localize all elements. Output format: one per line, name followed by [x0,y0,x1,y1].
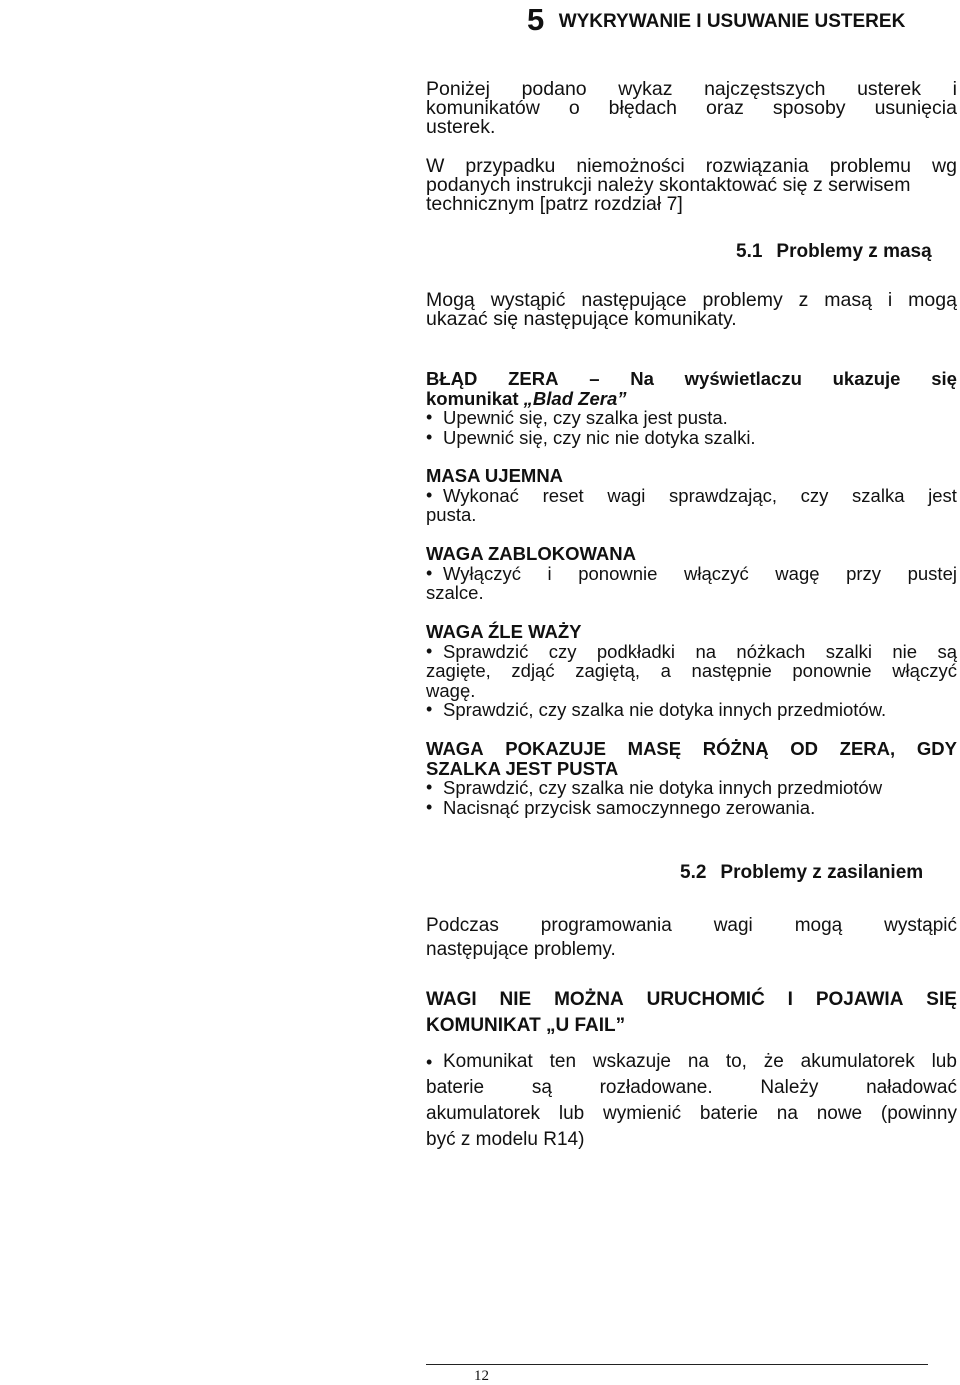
word: – [589,368,600,389]
word: URUCHOMIĆ [646,989,765,1010]
word: ukazuje [832,368,901,389]
word: WAGI [426,989,477,1010]
word: wyświetlaczu [684,368,802,389]
word: lub [931,1051,957,1072]
word: wykaz [618,78,673,100]
chapter-number: 5 [527,2,545,37]
word: wystąpić [490,289,566,311]
negative-mass-heading: MASA UJEMNA [426,465,564,486]
word: programowania [540,915,672,936]
word: i [887,289,893,311]
word: sprawdzając, [669,484,778,506]
word: Na [630,368,654,389]
list-item: • Sprawdzić, czy szalka nie dotyka innych przedmiotów [426,777,883,798]
word: są [531,1077,552,1098]
list-item: • Upewnić się, czy szalka jest pusta. [426,407,728,428]
negative-mass-block: MASA UJEMNA • Wykonać reset wagi sprawdzając, czy szalka jest pusta. [426,465,957,525]
word: sposoby [772,97,846,119]
word: problemu [829,155,912,177]
word: a [660,660,671,681]
list-item: • Nacisnąć przycisk samoczynnego zerowania. [426,796,816,818]
word: czy [548,640,577,662]
word: wagę [775,562,820,584]
word: na [776,1103,798,1124]
word: podkładki [596,640,676,662]
word: OD [790,738,818,759]
error-zero-heading [426,369,957,389]
word: usterek [857,78,922,100]
chapter-title: WYKRYWANIE I USUWANIE USTEREK [558,11,906,32]
word: naładować [866,1077,957,1098]
word: wagi [713,915,753,936]
word: WAGA [426,738,484,759]
word: o [568,97,580,119]
word: pustej [907,562,957,584]
list-item: • Sprawdzić czy podkładki na nóżkach szalki nie są [426,640,957,662]
word: Poniżej [426,78,490,100]
word: że [763,1051,784,1072]
word: wystąpić [884,915,957,936]
word: GDY [916,738,957,759]
word: szalki [825,640,872,662]
word: RÓŻNĄ [702,738,769,759]
word: oraz [705,97,744,119]
word: problemy [702,289,783,311]
word: BŁĄD [426,368,478,389]
word: i [952,78,957,100]
word: baterie [699,1103,758,1124]
word: zagiętą, [575,660,641,681]
word: wg [932,155,957,177]
nonzero-mass-heading [426,739,957,759]
word: na [687,1051,709,1072]
word: ponownie [578,562,658,584]
wrong-weighing-block: WAGA ŹLE WAŻY • Sprawdzić czy podkładki na nóżkach szalki nie są zagięte, zdjąć zagiętą, a następnie ponownie włączyć wagę. • Sprawdzić, czy szalka nie dotyka innych przedmiotów. [426,621,957,720]
word: komunikatów [426,97,540,119]
word: wymienić [602,1103,682,1124]
nonzero-mass-block: WAGA POKAZUJE MASĘ RÓŻNĄ OD ZERA, GDY SZALKA JEST PUSTA • Sprawdzić, czy szalka nie dotyka innych przedmiotów • Nacisnąć przycisk samoczynnego zerowania. [426,738,957,818]
word: Wykonać [443,484,519,506]
word: następnie [691,660,772,681]
word: ZERA [508,368,559,389]
word: nóżkach [736,640,806,662]
word: błędach [608,97,677,119]
word: Należy [760,1077,819,1098]
word: ponownie [792,660,872,681]
word: rozwiązania [705,155,809,177]
intro-line: podanych instrukcji należy skontaktować się z serwisem [426,174,911,196]
word: z [798,289,809,311]
word: MOŻNA [554,989,624,1010]
word: lub [558,1103,585,1124]
wrong-weighing-heading: WAGA ŹLE WAŻY [426,621,582,642]
word: W [426,155,445,177]
intro-paragraph-2 [426,157,957,214]
footer-rule [426,1364,928,1365]
word: akumulatorek [426,1103,541,1124]
u-fail-block: WAGI NIE MOŻNA URUCHOMIĆ I POJAWIA SIĘ KOMUNIKAT „U FAIL” • Komunikat ten wskazuje na to, że akumulatorek lub baterie są rozładowane. Należy naładować akumulatorek lub wymienić baterie na nowe (powinny być z modelu R14) [426,989,957,1150]
locked-scale-heading: WAGA ZABLOKOWANA [426,543,636,564]
locked-scale-block: WAGA ZABLOKOWANA • Wyłączyć i ponownie włączyć wagę przy pustej szalce. [426,543,957,603]
section-5-1-intro: Mogą wystąpić następujące problemy z masą i mogą ukazać się następujące komunikaty. [426,289,957,330]
word: nowe [816,1103,863,1124]
word: to, [725,1051,747,1072]
word: baterie [426,1077,485,1098]
word: ZERA, [839,738,896,759]
chapter-heading [527,2,905,38]
list-item: • Wyłączyć i ponownie włączyć wagę przy pustej [426,562,957,584]
word: przy [846,562,882,584]
page-number: 12 [474,1368,489,1384]
intro-line [426,99,957,118]
word: na [695,640,717,662]
word: nie [892,640,918,662]
word: POJAWIA [815,989,904,1010]
word: włączyć [683,562,749,584]
word: przypadku [465,155,556,177]
word: reset [542,484,584,506]
word: usunięcia [874,97,957,119]
word: włączyć [892,660,957,681]
word: NIE [499,989,532,1010]
word: Sprawdzić [443,640,529,662]
list-item: • Sprawdzić, czy szalka nie dotyka innych przedmiotów. [426,699,887,720]
word: zdjąć [511,660,555,681]
word: szalka [852,484,905,506]
word: Podczas [426,915,499,936]
word: MASĘ [627,738,682,759]
word: Wyłączyć [443,562,521,584]
word: masą [824,289,872,311]
word: następujące [581,289,687,311]
word: czy [800,484,829,506]
word: (powinny [880,1103,957,1124]
word: się [931,368,957,389]
intro-line: usterek. [426,116,496,138]
section-5-2-heading: 5.2 Problemy z zasilaniem [680,862,924,883]
list-item: • Komunikat ten wskazuje na to, że akumulatorek lub [426,1049,957,1075]
word: wskazuje [592,1051,672,1072]
u-fail-heading [426,987,957,1013]
word: są [937,640,957,662]
intro-line: technicznym [patrz rozdział 7] [426,193,683,215]
word: mogą [908,289,957,311]
section-5-2-intro: Podczas programowania wagi mogą wystąpić następujące problemy. [426,915,957,960]
word: I [787,989,793,1010]
word: rozładowane. [599,1077,713,1098]
section-5-1-heading: 5.1 Problemy z masą [736,241,932,262]
word: SIĘ [926,989,957,1010]
word: najczęstszych [704,78,826,100]
word: i [547,562,552,584]
intro-paragraph-1 [426,80,957,137]
word: zagięte, [426,660,491,681]
list-item: • Upewnić się, czy nic nie dotyka szalki. [426,426,756,448]
error-zero-block: BŁĄD ZERA – Na wyświetlaczu ukazuje się komunikat „Blad Zera” • Upewnić się, czy szalka jest pusta. • Upewnić się, czy nic nie dotyka szalki. [426,368,957,448]
word: jest [928,484,957,506]
word: mogą [794,915,843,936]
word: Mogą [426,289,475,311]
word: niemożności [576,155,685,177]
word: podano [521,78,587,100]
word: akumulatorek [800,1051,915,1072]
list-item: • Wykonać reset wagi sprawdzając, czy szalka jest [426,484,957,506]
word: ten [549,1051,577,1072]
word: POKAZUJE [505,738,606,759]
word: Komunikat [443,1051,533,1072]
word: wagi [607,484,646,506]
